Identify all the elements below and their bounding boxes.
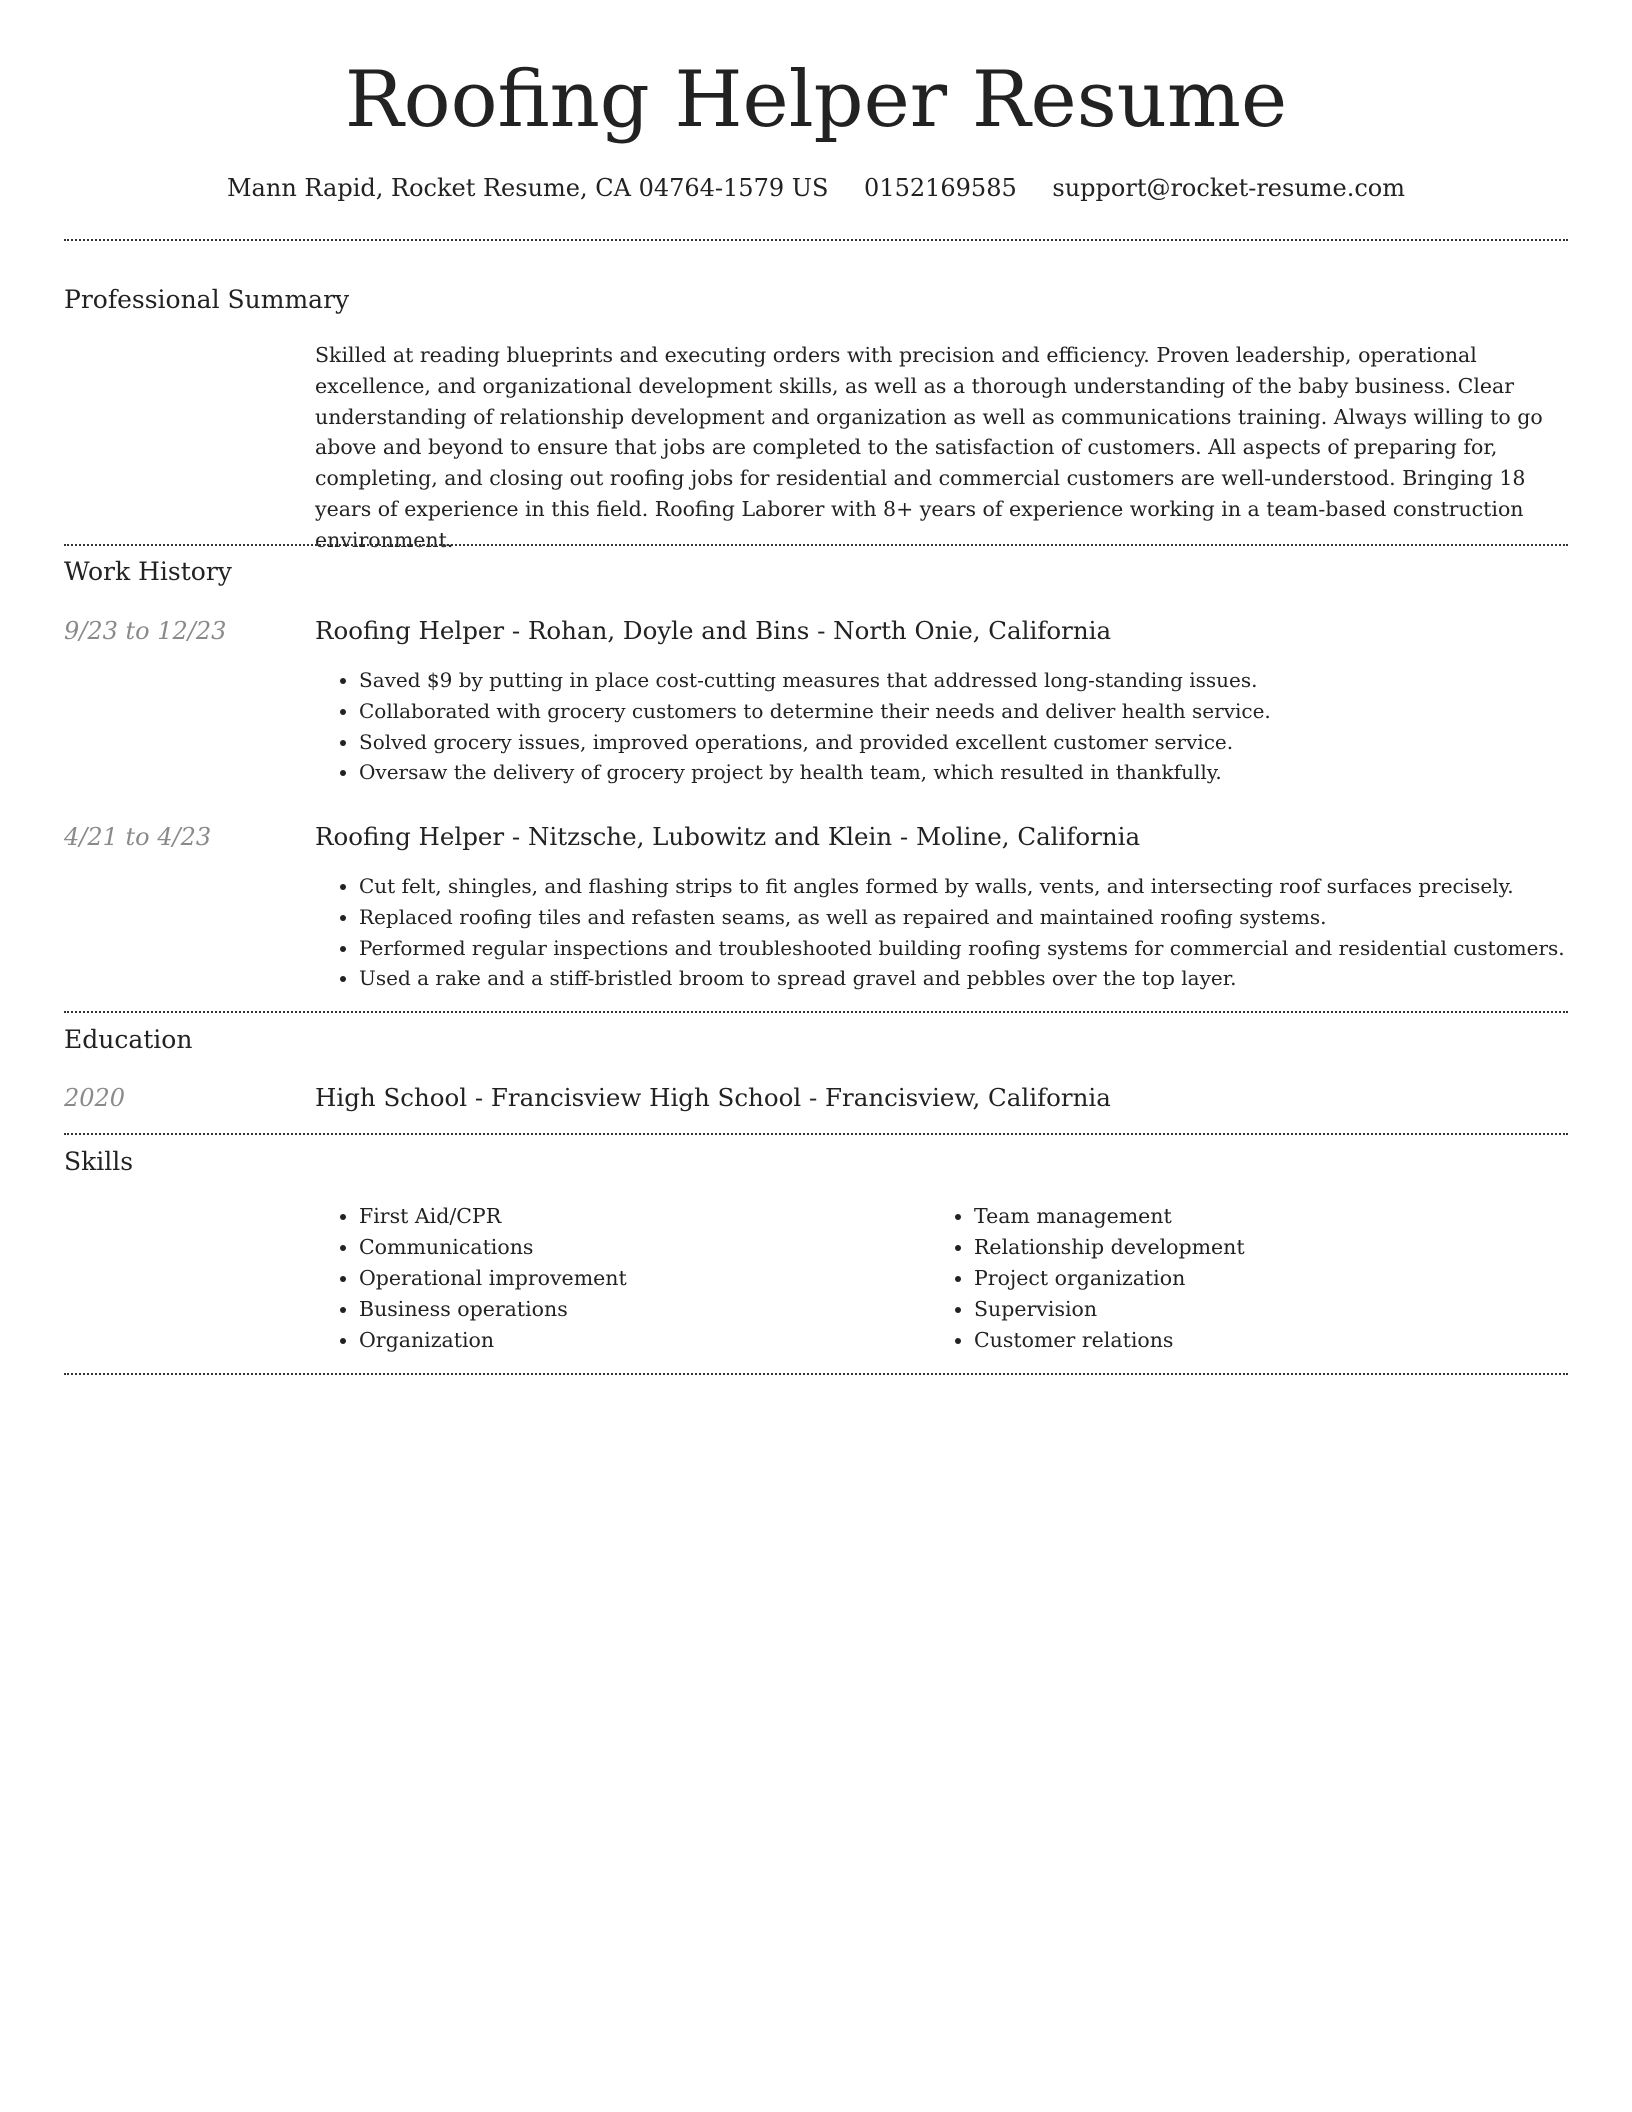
education-year: 2020 xyxy=(64,1084,126,1112)
skill-item: • Team management xyxy=(974,1201,1245,1232)
job-bullets xyxy=(315,665,1271,788)
list-item: • Used a rake and a stiff-bristled broom to spread gravel and pebbles over the top layer. xyxy=(359,963,1565,994)
section-title-education: Education xyxy=(64,1025,193,1054)
summary-text: Skilled at reading blueprints and executing orders with precision and efficiency. Proven leadership, operational excellence, and organizational development skills, as well as a thorough understanding of the baby business. Clear understanding of relationship development and organization as well as communications training. Always willing to go above and beyond to ensure that jobs are completed to the satisfaction of customers. All aspects of preparing for, completing, and closing out roofing jobs for residential and commercial customers are well-understood. Bringing 18 years of experience in this field. Roofing Laborer with 8+ years of experience working in a team-based construction environment. xyxy=(315,343,1543,552)
contact-phone: 0152169585 xyxy=(864,174,1017,202)
skill-item: • Supervision xyxy=(974,1294,1245,1325)
skills-list-right xyxy=(930,1201,1245,1356)
section-divider xyxy=(64,544,1568,546)
list-item: • Collaborated with grocery customers to determine their needs and deliver health service. xyxy=(359,696,1271,727)
job-title: Roofing Helper - Rohan, Doyle and Bins - North Onie, California xyxy=(315,616,1112,645)
section-title-summary: Professional Summary xyxy=(64,285,350,314)
skill-item: • Operational improvement xyxy=(359,1263,627,1294)
skill-item: • Business operations xyxy=(359,1294,627,1325)
list-item: • Oversaw the delivery of grocery project by health team, which resulted in thankfully. xyxy=(359,757,1271,788)
job-bullets xyxy=(315,871,1565,994)
list-item: • Saved $9 by putting in place cost-cutting measures that addressed long-standing issues. xyxy=(359,665,1271,696)
section-divider xyxy=(64,1373,1568,1375)
contact-address: Mann Rapid, Rocket Resume, CA 04764-1579 US xyxy=(226,174,829,202)
list-item: • Performed regular inspections and troubleshooted building roofing systems for commercial and residential customers. xyxy=(359,933,1565,964)
education-text: High School - Francisview High School - Francisview, California xyxy=(315,1083,1111,1112)
skill-item: • Customer relations xyxy=(974,1325,1245,1356)
section-divider xyxy=(64,1133,1568,1135)
job-title: Roofing Helper - Nitzsche, Lubowitz and Klein - Moline, California xyxy=(315,822,1141,851)
section-title-work-history: Work History xyxy=(64,557,232,586)
list-item: • Solved grocery issues, improved operations, and provided excellent customer service. xyxy=(359,727,1271,758)
skill-item: • First Aid/CPR xyxy=(359,1201,627,1232)
contact-line xyxy=(64,170,1568,206)
section-divider xyxy=(64,1011,1568,1013)
skill-item: • Relationship development xyxy=(974,1232,1245,1263)
list-item: • Replaced roofing tiles and refasten seams, as well as repaired and maintained roofing systems. xyxy=(359,902,1565,933)
section-divider xyxy=(64,239,1568,241)
education-entry xyxy=(315,1080,1111,1116)
skill-item: • Project organization xyxy=(974,1263,1245,1294)
skill-item: • Communications xyxy=(359,1232,627,1263)
resume-title: Roofing Helper Resume xyxy=(344,55,1288,145)
skill-item: • Organization xyxy=(359,1325,627,1356)
section-title-skills: Skills xyxy=(64,1147,134,1176)
job-dates: 4/21 to 4/23 xyxy=(64,823,212,851)
job-dates: 9/23 to 12/23 xyxy=(64,617,227,645)
list-item: • Cut felt, shingles, and flashing strips to fit angles formed by walls, vents, and intersecting roof surfaces precisely. xyxy=(359,871,1565,902)
skills-list-left xyxy=(315,1201,627,1356)
contact-email: support@rocket-resume.com xyxy=(1052,174,1406,202)
